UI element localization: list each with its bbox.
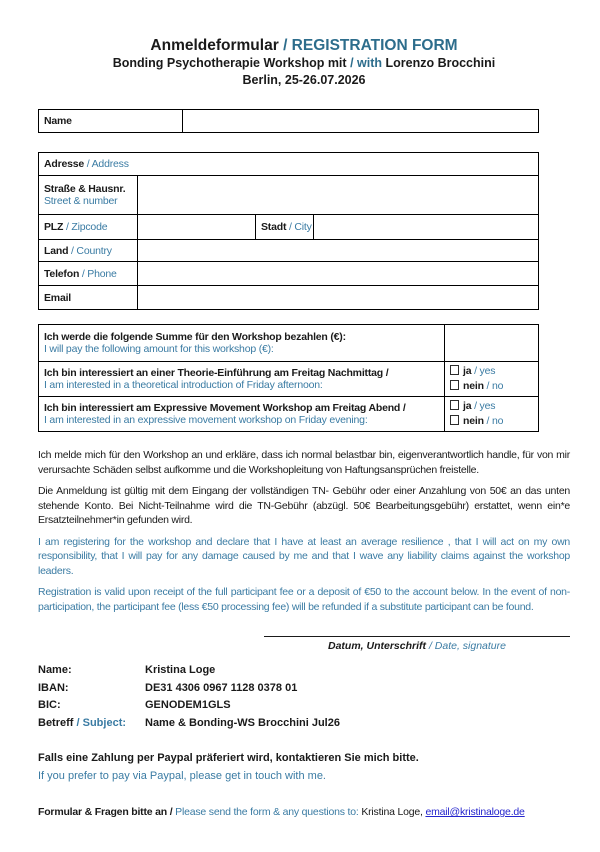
subtitle-german: Bonding Psychotherapie Workshop mit [112, 56, 347, 70]
street-label-en: Street & number [44, 195, 118, 207]
bank-bic-row [38, 697, 570, 715]
amount-label-en: I will pay the following amount for this workshop (€): [44, 343, 274, 355]
payment-table [38, 324, 539, 432]
declaration-paragraph-en: I am registering for the workshop and declare that I have at least an average resilience , that I will act on my own responsibility, that I will pay for any damage caused by me and that I wave any liability claims against the workshop leaders. [38, 535, 570, 577]
table-row [39, 240, 539, 262]
address-table [38, 152, 539, 310]
address-header-de: Adresse [44, 158, 85, 170]
registration-terms-paragraph-en: Registration is valid upon receipt of the full participant fee or a deposit of €50 to the account below. In the event of non-participation, the participant fee (less €50 processing fee) will be refunded if a substitute participant can be found. [38, 586, 570, 613]
title-german: Anmeldeformular [150, 37, 279, 54]
amount-label-de: Ich werde die folgende Summe für den Workshop bezahlen (€): [44, 331, 346, 343]
bank-subject-row [38, 715, 570, 733]
movement-options [445, 397, 539, 432]
table-row [39, 325, 539, 362]
option-no-de-2: nein [463, 415, 484, 427]
theory-option-no [450, 379, 535, 394]
zip-label-de: PLZ [44, 221, 64, 233]
zip-field[interactable] [138, 215, 256, 240]
name-table [38, 109, 539, 133]
theory-label-en: I am interested in a theoretical introduction of Friday afternoon: [44, 379, 323, 391]
movement-interest-label [39, 397, 445, 432]
bank-subject-label [38, 715, 145, 733]
street-field[interactable] [138, 176, 539, 215]
movement-option-yes [450, 399, 535, 414]
title-english: / REGISTRATION FORM [283, 37, 458, 54]
zip-label [39, 215, 138, 240]
event-location-date: Berlin, 25-26.07.2026 [242, 73, 366, 87]
email-label: Email [39, 286, 138, 310]
contact-name: Kristina Loge, [361, 806, 423, 818]
paypal-note-en: If you prefer to pay via Paypal, please get in touch with me. [38, 770, 326, 782]
phone-label-de: Telefon [44, 267, 80, 280]
theory-interest-label [39, 362, 445, 397]
option-no-de: nein [463, 380, 484, 392]
street-label-de: Straße & Hausnr. [44, 183, 126, 195]
declaration-paragraph-de: Ich melde mich für den Workshop an und erkläre, dass ich normal belastbar bin, eigenverantwortlich handle, für von mir verursachte Schäden selbst aufkomme und die Workshopleitung von Haftungsansprüchen freistelle. [38, 449, 570, 476]
country-label-de: Land [44, 244, 69, 257]
page-title [38, 36, 570, 55]
signature-caption [264, 637, 570, 652]
amount-field[interactable] [445, 325, 539, 362]
signature-block [264, 636, 570, 652]
movement-label-de: Ich bin interessiert am Expressive Movement Workshop am Freitag Abend / [44, 402, 406, 414]
bank-iban-value: DE31 4306 0967 1128 0378 01 [145, 681, 298, 694]
address-header-en: / Address [86, 158, 129, 170]
bank-subject-value: Name & Bonding-WS Brocchini Jul26 [145, 716, 340, 729]
table-row [39, 286, 539, 310]
movement-label-en: I am interested in an expressive movement workshop on Friday evening: [44, 414, 368, 426]
theory-options [445, 362, 539, 397]
city-label [256, 215, 314, 240]
country-label-en: / Country [71, 244, 112, 257]
phone-label-en: / Phone [81, 267, 117, 280]
bank-iban-label: IBAN: [38, 681, 69, 694]
signature-caption-en: / Date, signature [428, 640, 506, 652]
option-yes-de-2: ja [463, 400, 472, 412]
table-row [39, 176, 539, 215]
table-row [39, 153, 539, 176]
paypal-note [38, 749, 570, 785]
contact-line-en: Please send the form & any questions to: [175, 806, 359, 818]
zip-label-en: / Zipcode [65, 221, 108, 233]
option-no-en: / no [486, 380, 504, 392]
contact-line [38, 806, 570, 818]
address-header [39, 153, 539, 176]
subtitle-presenter-name: Lorenzo Brocchini [385, 56, 496, 70]
signature-caption-de: Datum, Unterschrift [328, 640, 427, 652]
subtitle-english: / with [350, 56, 383, 70]
bank-name-value: Kristina Loge [145, 664, 216, 676]
bank-bic-label: BIC: [38, 699, 61, 711]
table-row [39, 110, 539, 133]
option-yes-de: ja [463, 365, 472, 377]
country-field[interactable] [138, 240, 539, 262]
movement-option-no [450, 414, 535, 429]
option-yes-en: / yes [474, 365, 496, 377]
country-label [39, 240, 138, 262]
checkbox-movement-yes[interactable] [450, 400, 459, 410]
name-label: Name [39, 110, 183, 133]
contact-line-de: Formular & Fragen bitte an / [38, 806, 173, 818]
theory-label-de: Ich bin interessiert an einer Theorie-Einführung am Freitag Nachmittag / [44, 367, 389, 379]
phone-label [39, 262, 138, 286]
city-label-de: Stadt [261, 221, 287, 233]
checkbox-movement-no[interactable] [450, 415, 459, 425]
bank-iban-row [38, 680, 570, 698]
email-link[interactable]: email@kristinaloge.de [425, 806, 525, 818]
table-row [39, 215, 539, 240]
table-row [39, 397, 539, 432]
bank-subject-label-de: Betreff [38, 716, 74, 729]
theory-option-yes [450, 364, 535, 379]
email-field[interactable] [138, 286, 539, 310]
street-label [39, 176, 138, 215]
checkbox-theory-yes[interactable] [450, 365, 459, 375]
terms-section [38, 448, 570, 614]
phone-field[interactable] [138, 262, 539, 286]
city-label-en: / City [288, 221, 312, 233]
option-yes-en-2: / yes [474, 400, 496, 412]
bank-details [38, 662, 570, 732]
page-subtitle [38, 55, 570, 72]
bank-bic-value: GENODEM1GLS [145, 699, 231, 711]
paypal-note-de: Falls eine Zahlung per Paypal präferiert wird, kontaktieren Sie mich bitte. [38, 752, 419, 764]
city-field[interactable] [314, 215, 539, 240]
amount-label [39, 325, 445, 362]
bank-name-row [38, 662, 570, 680]
registration-terms-paragraph-de: Die Anmeldung ist gültig mit dem Eingang der vollständigen TN- Gebühr oder einer Anzahlung von 50€ an das unten stehende Konto. Bei Nicht-Teilnahme wird die TN-Gebühr (abzügl. 50€ Bearbeitungsgebühr) erstattet, wenn ein*e Ersatzteilnehmer*in gefunden wird. [38, 485, 570, 526]
table-row [39, 262, 539, 286]
bank-name-label: Name: [38, 664, 72, 676]
table-row [39, 362, 539, 397]
option-no-en-2: / no [486, 415, 504, 427]
bank-subject-label-en: / Subject: [76, 716, 127, 729]
name-field[interactable] [183, 110, 539, 133]
checkbox-theory-no[interactable] [450, 380, 459, 390]
